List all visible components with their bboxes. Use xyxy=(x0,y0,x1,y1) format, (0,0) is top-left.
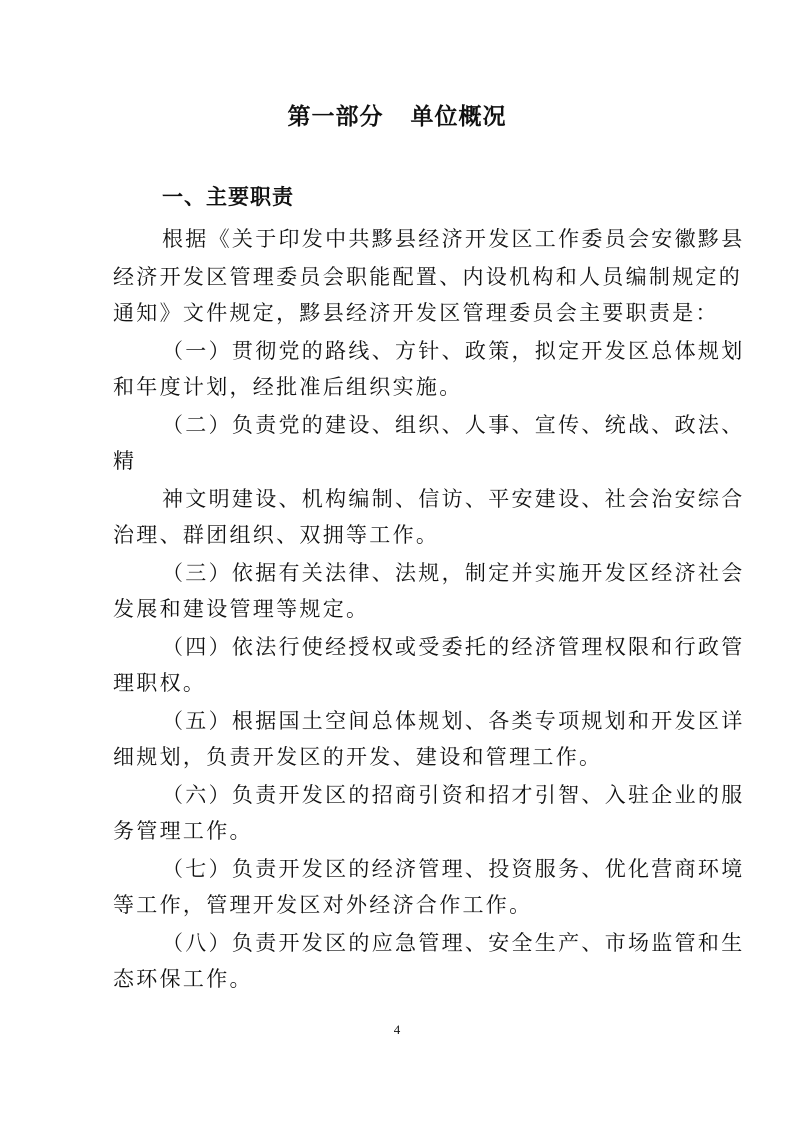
section-heading: 一、主要职责 xyxy=(162,185,294,209)
paragraph-line: （四）依法行使经授权或受委托的经济管理权限和行政管 xyxy=(162,635,745,659)
paragraph-line: 根据《关于印发中共黟县经济开发区工作委员会安徽黟县 xyxy=(162,227,745,251)
paragraph-line: （七）负责开发区的经济管理、投资服务、优化营商环境 xyxy=(162,857,745,881)
paragraph-line: （八）负责开发区的应急管理、安全生产、市场监管和生 xyxy=(162,931,745,955)
paragraph-line: 治理、群团组织、双拥等工作。 xyxy=(113,523,440,547)
paragraph-line: 理职权。 xyxy=(113,671,207,695)
page-title: 第一部分 单位概况 xyxy=(287,104,507,130)
paragraph-line: 精 xyxy=(113,449,137,473)
paragraph-line: 通知》文件规定，黟县经济开发区管理委员会主要职责是： xyxy=(113,301,719,325)
paragraph-line: 态环保工作。 xyxy=(113,967,253,991)
paragraph-line: （三）依据有关法律、法规，制定并实施开发区经济社会 xyxy=(162,561,745,585)
paragraph-line: 和年度计划，经批准后组织实施。 xyxy=(113,375,463,399)
paragraph-line: （一）贯彻党的路线、方针、政策，拟定开发区总体规划 xyxy=(162,339,745,363)
page-number: 4 xyxy=(393,1022,401,1037)
paragraph-line: （六）负责开发区的招商引资和招才引智、入驻企业的服 xyxy=(162,783,745,807)
paragraph-line: （五）根据国土空间总体规划、各类专项规划和开发区详 xyxy=(162,709,745,733)
paragraph-line: （二）负责党的建设、组织、人事、宣传、统战、政法、 xyxy=(162,413,745,437)
paragraph-line: 发展和建设管理等规定。 xyxy=(113,597,370,621)
paragraph-line: 等工作，管理开发区对外经济合作工作。 xyxy=(113,893,533,917)
paragraph-line: 务管理工作。 xyxy=(113,819,253,843)
paragraph-line: 经济开发区管理委员会职能配置、内设机构和人员编制规定的 xyxy=(113,265,743,289)
paragraph-line: 细规划，负责开发区的开发、建设和管理工作。 xyxy=(113,745,603,769)
paragraph-line: 神文明建设、机构编制、信访、平安建设、社会治安综合 xyxy=(162,487,745,511)
